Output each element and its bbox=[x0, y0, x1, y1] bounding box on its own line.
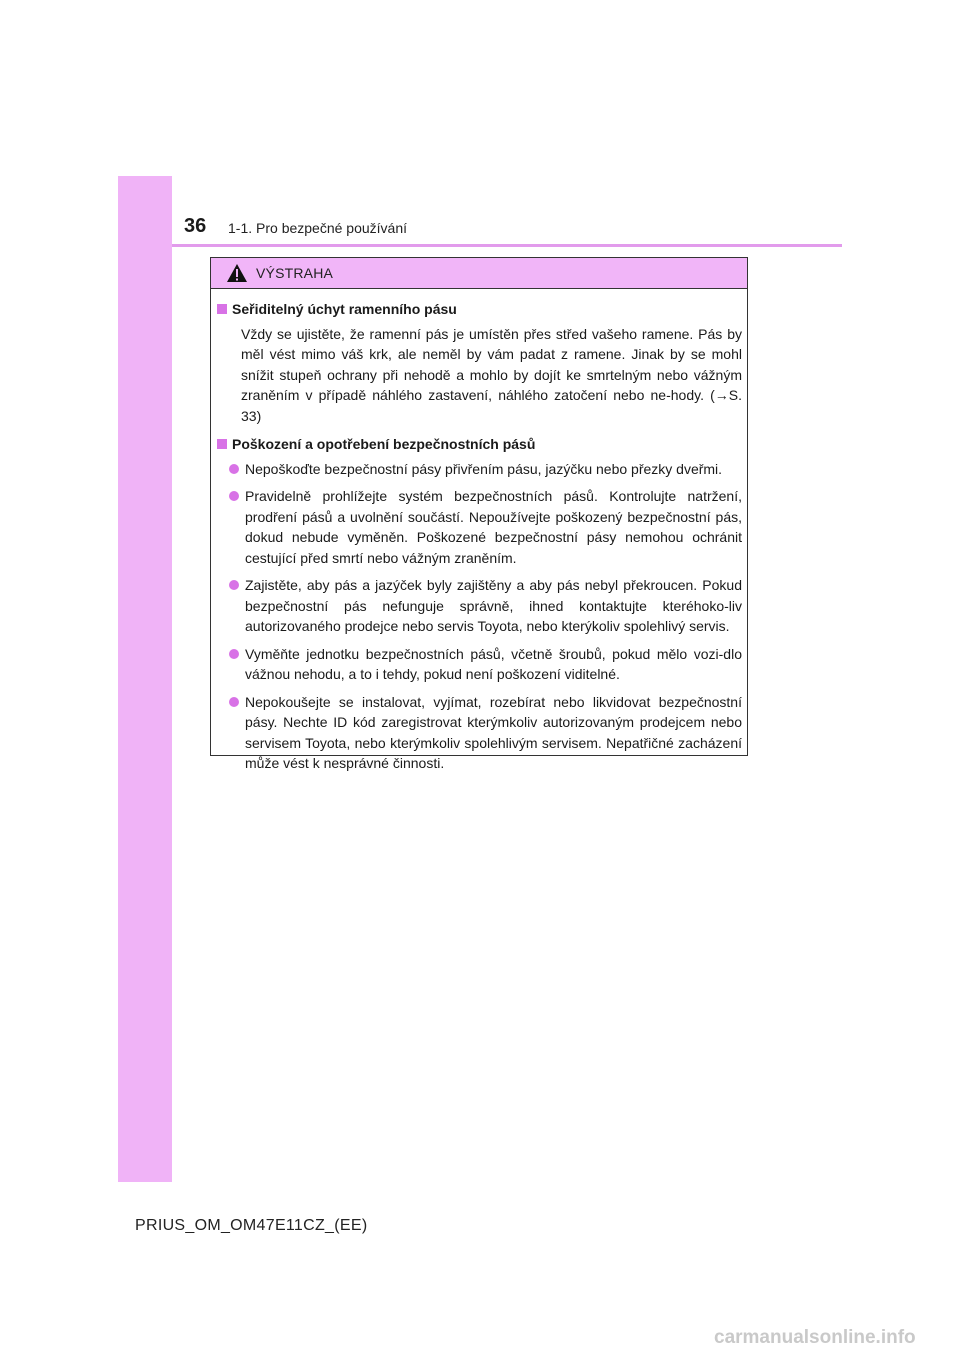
list-item bbox=[229, 459, 742, 480]
section-heading bbox=[217, 299, 742, 320]
list-item bbox=[229, 692, 742, 774]
circle-bullet-icon bbox=[229, 580, 239, 590]
warning-body bbox=[217, 299, 742, 781]
warning-box bbox=[210, 257, 748, 771]
section-title: 1-1. Pro bezpečné používání bbox=[228, 220, 408, 236]
circle-bullet-icon bbox=[229, 464, 239, 474]
warning-triangle-icon bbox=[226, 263, 248, 283]
circle-bullet-icon bbox=[229, 697, 239, 707]
list-item bbox=[229, 644, 742, 685]
paragraph: Vždy se ujistěte, že ramenní pás je umístěn přes střed vašeho ramene. Pás by měl vést mimo váš krk, ale neměl by vám padat z ramene. Jinak by se mohl snížit stupeň ochrany při nehodě a mohlo by dojít ke smrtelným nebo vážným zraněním v případě náhlého zastavení, náhlého zatočení nebo ne-hody. (→S. 33) bbox=[241, 325, 742, 424]
list-item bbox=[229, 575, 742, 637]
page-number: 36 bbox=[184, 215, 207, 237]
heading-text: Poškození a opotřebení bezpečnostních pásů bbox=[232, 436, 536, 452]
list-item-text: Pravidelně prohlížejte systém bezpečnostních pásů. Kontrolujte natržení, prodření pásů a uvolnění součástí. Nepoužívejte poškozený bezpečnostní pás, dokud nebude vyměněn. Poškozené bezpečnostní pásy nemohou ochránit cestující před smrtí nebo vážným zraněním. bbox=[245, 488, 742, 566]
list-item-text: Nepoškoďte bezpečnostní pásy přivřením pásu, jazýčku nebo přezky dveřmi. bbox=[245, 460, 723, 477]
header-rule bbox=[172, 244, 842, 247]
side-tab-bar bbox=[118, 176, 172, 1182]
heading-text: Seřiditelný úchyt ramenního pásu bbox=[232, 301, 457, 317]
circle-bullet-icon bbox=[229, 491, 239, 501]
section-heading bbox=[217, 434, 742, 455]
list-item-text: Vyměňte jednotku bezpečnostních pásů, včetně šroubů, pokud mělo vozi-dlo vážnou nehodu, a to i tehdy, pokud není poškození viditelné. bbox=[245, 645, 742, 682]
square-bullet-icon bbox=[217, 304, 227, 314]
list-item bbox=[229, 486, 742, 568]
list-item-text: Zajistěte, aby pás a jazýček byly zajištěny a aby pás nebyl překroucen. Pokud bezpečnostní pás nefunguje správně, ihned kontaktujte kteréhoko-liv autorizovaného prodejce nebo servis Toyota, nebo kterýkoliv spolehlivý servis. bbox=[245, 577, 742, 634]
list-item-text: Nepokoušejte se instalovat, vyjímat, rozebírat nebo likvidovat bezpečnostní pásy. Nechte ID kód zaregistrovat kterýmkoliv autorizovaným prodejcem nebo servisem Toyota, nebo kterýmkoliv spolehlivým servisem. Nepatřičné zacházení může vést k nesprávné činnosti. bbox=[245, 693, 742, 771]
watermark: carmanualsonline.info bbox=[714, 1327, 916, 1348]
warning-header bbox=[211, 258, 747, 289]
square-bullet-icon bbox=[217, 439, 227, 449]
circle-bullet-icon bbox=[229, 649, 239, 659]
warning-title: VÝSTRAHA bbox=[256, 265, 334, 281]
document-code: PRIUS_OM_OM47E11CZ_(EE) bbox=[135, 1217, 368, 1234]
